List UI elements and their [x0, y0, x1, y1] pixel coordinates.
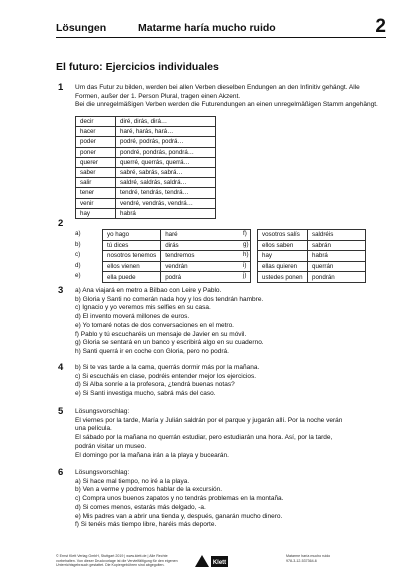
footer-isbn: 978-3-12-537364-6 [286, 558, 317, 563]
table-cell-key: vosotros salís [258, 230, 308, 241]
table-cell-key: hacer [76, 127, 116, 137]
section-1-line: Bei die unregelmäßigen Verben werden die Futurendungen an einen unregelmäßigen Stamm angehängt. [75, 101, 378, 109]
header-rule [56, 37, 386, 38]
answer-line: e) Si Santi investiga mucho, sabrá más del caso. [75, 390, 216, 398]
answer-line: d) Si comes menos, estarás más delgado, -a. [75, 503, 206, 511]
left-letters [75, 229, 81, 282]
table-cell-key: ellas quieren [258, 261, 308, 272]
answer-line: b) Ven a verme y podremos hablar de la excursión. [75, 486, 223, 494]
table-cell-value: podré, podrás, podrá… [116, 137, 216, 147]
answer-line: Lösungsvorschlag: [75, 408, 130, 415]
table-row [258, 261, 366, 272]
right-letters [243, 229, 249, 282]
table-cell-value: tendremos [161, 251, 251, 262]
answer-line: a) Si hace mal tiempo, no iré a la playa. [75, 477, 190, 485]
answer-line: f) Si tenéis más tiempo libre, haréis más deporte. [75, 521, 217, 529]
table-cell-key: tú dices [103, 240, 161, 251]
table-cell-key: poder [76, 137, 116, 147]
answer-line: d) Si Alba sonríe a la profesora, ¿tendrá buenas notas? [75, 381, 235, 389]
answer-line: g) Gloria se sentará en un banco y escribirá algo en su cuaderno. [75, 339, 264, 347]
answer-line: b) Gloria y Santi no comerán nada hoy y los dos tendrán hambre. [75, 295, 264, 303]
table-cell-key: venir [76, 198, 116, 208]
section-4-text [75, 364, 259, 399]
section-1-text [75, 84, 378, 110]
table-row [76, 198, 216, 208]
table-row [258, 251, 366, 262]
header-label: Lösungen [56, 22, 107, 34]
table-row [76, 127, 216, 137]
answer-line: d) El invento moverá millones de euros. [75, 313, 190, 321]
answer-line: e) Yo tomaré notas de dos conversaciones en el metro. [75, 321, 234, 329]
table-row [258, 240, 366, 251]
section-1-number: 1 [58, 82, 64, 93]
table-row [76, 167, 216, 177]
item-letter: i) [243, 261, 247, 269]
item-letter: d) [75, 261, 81, 269]
table-cell-key: poner [76, 147, 116, 157]
answer-line: c) Si escucháis en clase, podréis entender mejor los ejercicios. [75, 372, 257, 380]
table-cell-key: hay [258, 251, 308, 262]
table-row [103, 230, 251, 241]
table-row [258, 272, 366, 283]
item-letter: j) [243, 272, 247, 280]
table-cell-value: pondrán [308, 272, 366, 283]
table-row [76, 137, 216, 147]
table-cell-key: nosotros tenemos [103, 251, 161, 262]
footer-copyright-line: vorbehalten. Von dieser Druckvorlage ist die Vervielfältigung für den eigenen [56, 558, 178, 563]
table-cell-key: querer [76, 157, 116, 167]
table-cell-key: ella puede [103, 272, 161, 283]
item-letter: h) [243, 251, 249, 259]
table-row [103, 272, 251, 283]
table-row [103, 251, 251, 262]
table-cell-key: saber [76, 167, 116, 177]
table-cell-value: habrá [116, 208, 216, 218]
footer-copyright-line: Unterrichtsgebrauch gestattet. Die Kopiergebühren sind abgegolten. [56, 563, 165, 568]
footer-book-title: Matarme haría mucho ruido [286, 554, 331, 558]
table-row [76, 147, 216, 157]
table-cell-value: sabré, sabrás, sabrá… [116, 167, 216, 177]
table-cell-key: ellos vienen [103, 261, 161, 272]
footer-copyright [56, 554, 178, 568]
answer-line: El viernes por la tarde, María y Julián saldrán por el parque y jugarán allí. Por la noche verán [75, 416, 343, 424]
item-letter: f) [243, 230, 247, 237]
answer-line: a) Ana viajará en metro a Bilbao con Leire y Pablo. [75, 287, 222, 294]
answer-line: h) Santi querrá ir en coche con Gloria, pero no podrá. [75, 347, 229, 355]
table-cell-value: habrá [308, 251, 366, 262]
table-cell-value: pondré, pondrás, pondrá… [116, 147, 216, 157]
page-header [56, 18, 386, 40]
answer-line: b) Si te vas tarde a la cama, querrás dormir más por la mañana. [75, 364, 260, 371]
table-cell-value: podrá [161, 272, 251, 283]
section-1-line: Um das Futur zu bilden, werden bei allen Verben dieselben Endungen an den Infinitiv gehängt. Alle [75, 84, 360, 91]
table-cell-value: vendrán [161, 261, 251, 272]
table-cell-value: saldré, saldrás, saldrá… [116, 178, 216, 188]
table-cell-value: vendré, vendrás, vendrá… [116, 198, 216, 208]
logo-text: Klett [212, 560, 227, 566]
section-6-text [75, 469, 283, 530]
table-row [258, 230, 366, 241]
table-cell-key: ustedes ponen [258, 272, 308, 283]
table-cell-value: saldréis [308, 230, 366, 241]
answer-line: El domingo por la mañana irán a la playa y bucearán. [75, 451, 229, 459]
item-letter: a) [75, 230, 81, 237]
footer-copyright-line: © Ernst Klett Verlag GmbH, Stuttgart 2019 | www.klett.de | Alle Rechte [56, 554, 168, 558]
answer-line: Lösungsvorschlag: [75, 469, 130, 476]
section-5-text [75, 408, 342, 460]
answer-line: c) Compra unos buenos zapatos y no tendrás problemas en la montaña. [75, 495, 284, 503]
table-row [103, 261, 251, 272]
table-cell-key: salir [76, 178, 116, 188]
item-letter: b) [75, 240, 81, 248]
verb-table [75, 116, 216, 219]
answer-line: f) Pablo y tú escucharéis un mensaje de Javier en su móvil. [75, 330, 247, 338]
table-cell-value: dirás [161, 240, 251, 251]
answer-line: El sábado por la mañana no querrán estudiar, pero estudiarán una hora. Así, por la tarde, [75, 434, 333, 442]
table-row [76, 208, 216, 218]
answer-line: una película. [75, 425, 112, 433]
header-number: 2 [375, 16, 386, 37]
item-letter: e) [75, 272, 81, 280]
table-cell-value: querré, querrás, querrá… [116, 157, 216, 167]
table-cell-key: tener [76, 188, 116, 198]
table-cell-value: tendré, tendrás, tendrá… [116, 188, 216, 198]
klett-logo [193, 553, 229, 569]
conjugation-table-right [257, 229, 366, 283]
table-cell-key: ellos saben [258, 240, 308, 251]
page-footer [56, 553, 386, 575]
table-row [76, 178, 216, 188]
section-4-number: 4 [58, 362, 64, 373]
section-2-number: 2 [58, 218, 64, 229]
table-cell-key: hay [76, 208, 116, 218]
table-row [76, 117, 216, 127]
section-3-number: 3 [58, 285, 64, 296]
table-row [76, 157, 216, 167]
section-3-text [75, 287, 264, 357]
table-row [76, 188, 216, 198]
table-cell-value: querrán [308, 261, 366, 272]
answer-line: e) Mis padres van a abrir una tienda y, después, ganarán mucho dinero. [75, 512, 283, 520]
answer-line: c) Ignacio y yo veremos mis selfies en su casa. [75, 304, 211, 312]
table-cell-value: haré [161, 230, 251, 241]
section-5-number: 5 [58, 406, 64, 417]
item-letter: g) [243, 240, 249, 248]
footer-book-info [286, 554, 330, 563]
page-title: El futuro: Ejercicios individuales [56, 61, 219, 73]
table-cell-value: diré, dirás, dirá… [116, 117, 216, 127]
table-cell-value: sabrán [308, 240, 366, 251]
answer-line: podrán visitar un museo. [75, 442, 147, 450]
header-title: Matarme haría mucho ruido [138, 22, 276, 34]
item-letter: c) [75, 251, 81, 259]
conjugation-table-left [102, 229, 251, 283]
table-cell-key: decir [76, 117, 116, 127]
table-cell-value: haré, harás, hará… [116, 127, 216, 137]
section-6-number: 6 [58, 467, 64, 478]
table-cell-key: yo hago [103, 230, 161, 241]
table-row [103, 240, 251, 251]
section-1-line: Formen, außer der 1. Person Plural, tragen einen Akzent. [75, 92, 241, 100]
